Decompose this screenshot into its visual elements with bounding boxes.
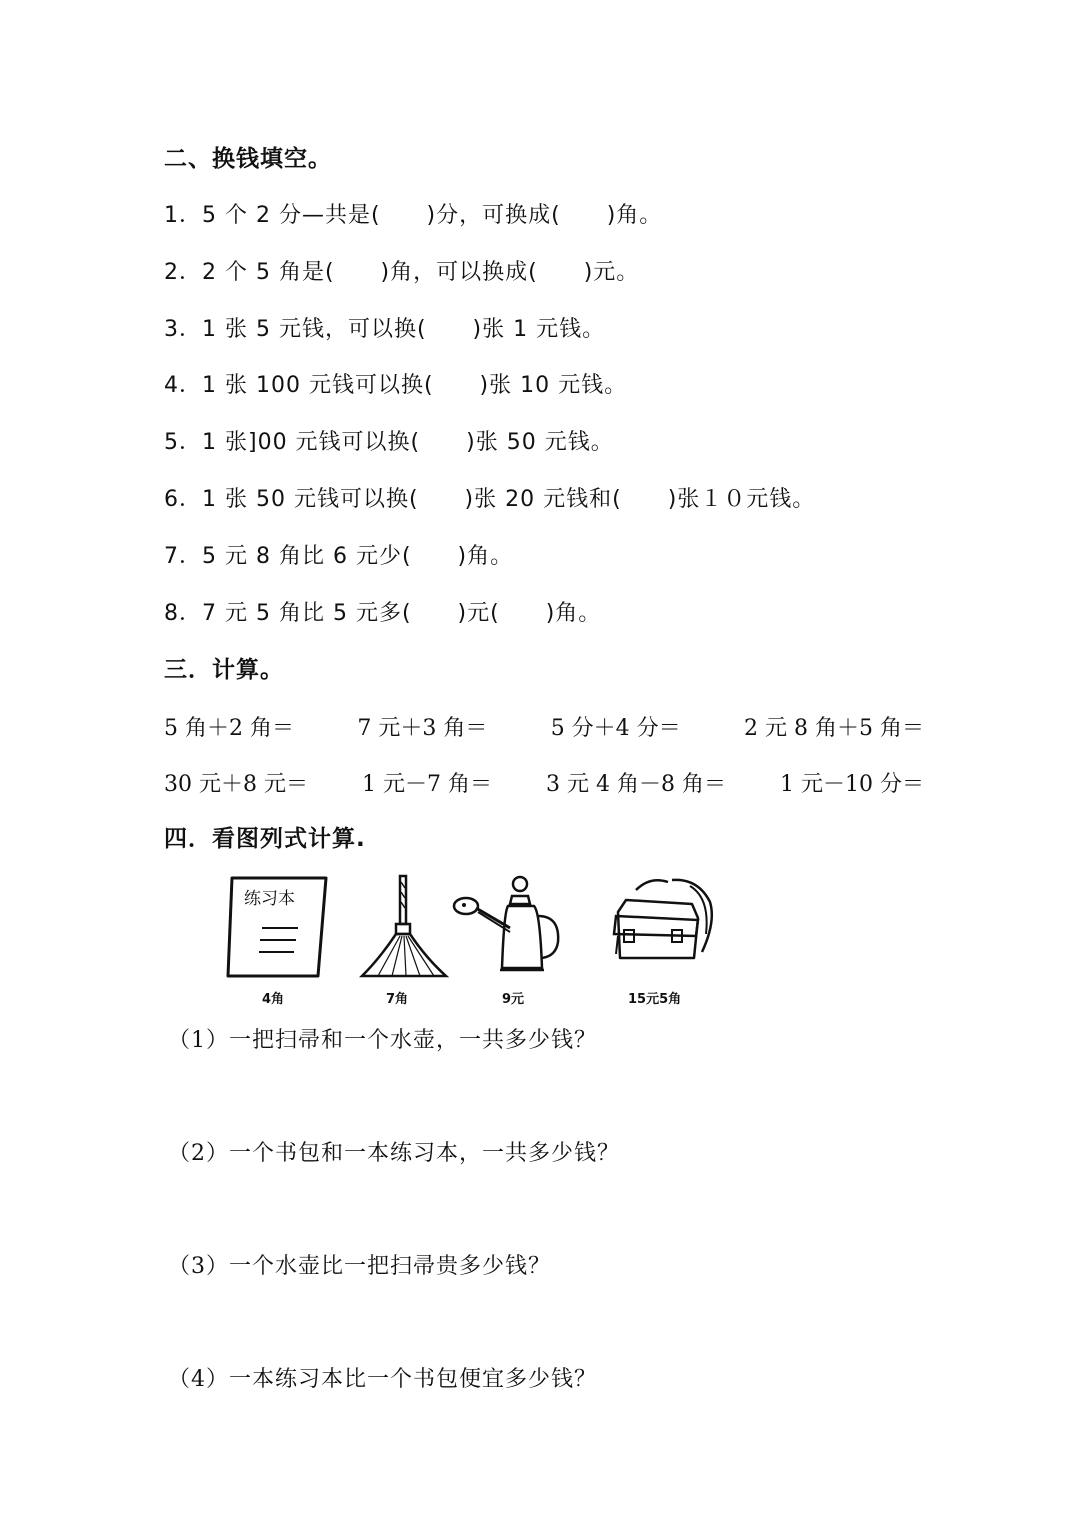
section-2-title: 二、换钱填空。 <box>164 146 332 172</box>
price-watering-can: 9元 <box>502 992 525 1007</box>
calc-cell: 1 元－10 分＝ <box>779 772 924 797</box>
price-broom: 7角 <box>386 992 409 1007</box>
broom-icon <box>356 872 452 982</box>
calc-cell: 2 元 8 角＋5 角＝ <box>744 716 924 741</box>
watering-can-icon <box>450 872 570 982</box>
notebook-label: 练习本 <box>244 889 295 909</box>
price-notebook: 4角 <box>262 992 285 1007</box>
calc-cell: 3 元 4 角－8 角＝ <box>546 772 726 797</box>
fill-item-1: 1．5 个 2 分—共是( )分，可换成( )角。 <box>164 203 663 228</box>
section-4-title: 四．看图列式计算. <box>164 826 366 852</box>
price-school-bag: 15元5角 <box>628 992 682 1007</box>
fill-item-4: 4．1 张 100 元钱可以换( )张 10 元钱。 <box>164 373 628 398</box>
fill-item-5: 5．1 张]00 元钱可以换( )张 50 元钱。 <box>164 430 614 455</box>
fill-item-6: 6．1 张 50 元钱可以换( )张 20 元钱和( )张１０元钱。 <box>164 487 816 512</box>
calc-row-2 <box>164 767 924 798</box>
question-1: （1）一把扫帚和一个水壶，一共多少钱？ <box>168 1028 597 1053</box>
question-2: （2）一个书包和一本练习本，一共多少钱？ <box>168 1141 620 1166</box>
notebook-icon <box>222 872 332 982</box>
section-3-title: 三．计算。 <box>164 657 284 683</box>
fill-item-2: 2．2 个 5 角是( )角，可以换成( )元。 <box>164 260 640 285</box>
fill-item-8: 8．7 元 5 角比 5 元多( )元( )角。 <box>164 601 602 626</box>
question-3: （3）一个水壶比一把扫帚贵多少钱？ <box>168 1254 551 1279</box>
calc-cell: 30 元＋8 元＝ <box>164 772 308 797</box>
school-bag-icon <box>606 872 722 982</box>
calc-cell: 5 角＋2 角＝ <box>164 716 294 741</box>
calc-cell: 5 分＋4 分＝ <box>550 716 681 741</box>
question-4: （4）一本练习本比一个书包便宜多少钱？ <box>168 1367 597 1392</box>
fill-item-3: 3．1 张 5 元钱，可以换( )张 1 元钱。 <box>164 317 606 342</box>
fill-item-7: 7．5 元 8 角比 6 元少( )角。 <box>164 544 514 569</box>
calc-cell: 1 元－7 角＝ <box>362 772 492 797</box>
calc-cell: 7 元＋3 角＝ <box>357 716 488 741</box>
calc-row-1 <box>164 711 924 742</box>
